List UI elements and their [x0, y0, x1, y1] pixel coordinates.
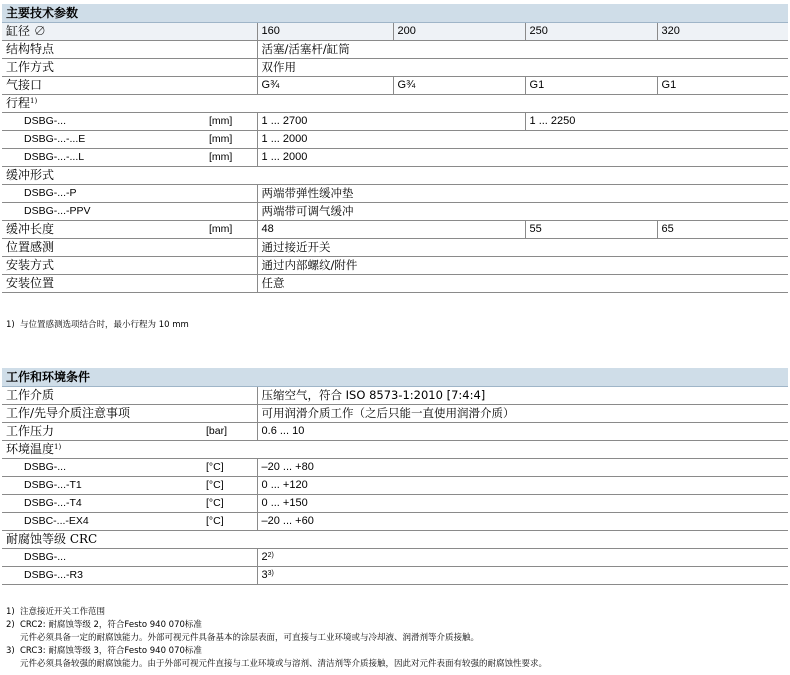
unit: [mm] — [209, 151, 233, 163]
footnote-text: 注意接近开关工作范围 — [20, 607, 106, 617]
footnote-ref: 2) — [267, 552, 274, 559]
stroke-label: 行程 — [6, 96, 31, 110]
row-value: 压缩空气，符合 ISO 8573-1:2010 [7:4:4] — [257, 387, 788, 405]
row-value — [257, 567, 788, 585]
row-value: 1 ... 2000 — [257, 149, 788, 167]
table-row — [2, 275, 788, 293]
footnote-ref: 1) — [54, 443, 62, 451]
variant-label: DSBC-...-EX4 — [24, 515, 89, 527]
variant-label: DSBG-...-T4 — [24, 497, 82, 509]
row-label: 气接口 — [6, 78, 43, 92]
table-row — [2, 423, 788, 441]
table-row — [2, 257, 788, 275]
table-row — [2, 185, 788, 203]
variant-label: DSBG-...-...E — [24, 133, 86, 145]
table-header-row — [2, 23, 788, 41]
table-row — [2, 387, 788, 405]
unit: [mm] — [209, 223, 233, 235]
technical-data-table — [2, 23, 788, 293]
table-row — [2, 77, 788, 95]
bore-160: 160 — [257, 23, 393, 41]
table-row — [2, 149, 788, 167]
unit: [bar] — [206, 425, 228, 437]
row-value: 通过接近开关 — [257, 239, 788, 257]
table-row — [2, 239, 788, 257]
table-row — [2, 477, 788, 495]
table-row — [2, 513, 788, 531]
port-160: G¾ — [257, 77, 393, 95]
row-value: 0 ... +150 — [257, 495, 788, 513]
footnote-text: CRC3: 耐腐蚀等级 3，符合Festo 940 070标准 — [20, 646, 202, 656]
row-label: 缓冲形式 — [6, 168, 55, 182]
row-value: 1 ... 2000 — [257, 131, 788, 149]
row-value: 任意 — [257, 275, 788, 293]
bore-200: 200 — [393, 23, 525, 41]
row-value: 通过内部螺纹/附件 — [257, 257, 788, 275]
row-value: 1 ... 2700 — [257, 113, 525, 131]
port-200: G¾ — [393, 77, 525, 95]
unit: [mm] — [209, 133, 233, 145]
row-value: 两端带弹性缓冲垫 — [257, 185, 788, 203]
row-label: 结构特点 — [6, 42, 55, 56]
row-value: 活塞/活塞杆/缸筒 — [257, 41, 788, 59]
footnote-continuation — [6, 632, 479, 644]
row-value: 可用润滑介质工作（之后只能一直使用润滑介质） — [257, 405, 788, 423]
row-value: 1 ... 2250 — [525, 113, 788, 131]
table-row — [2, 531, 788, 549]
bore-320: 320 — [657, 23, 788, 41]
variant-label: DSBG-... — [24, 551, 67, 563]
footnote-ref: 3) — [267, 570, 274, 577]
footnote-number: 2) — [6, 620, 15, 630]
footnote-text: 元件必须具备较强的耐腐蚀能力。由于外部可视元件直接与工业环境或与溶剂、清洁剂等介质接触，因此对元件表面有较强的耐腐蚀性要求。 — [20, 659, 548, 669]
row-value: 55 — [525, 221, 657, 239]
row-value: 双作用 — [257, 59, 788, 77]
footnote — [6, 606, 105, 618]
variant-label: DSBG-...-PPV — [24, 205, 91, 217]
bore-250: 250 — [525, 23, 657, 41]
row-label: 工作/先导介质注意事项 — [6, 406, 131, 420]
footnote-continuation — [6, 658, 547, 670]
row-label: 工作介质 — [6, 388, 55, 402]
footnote-number: 1) — [6, 320, 15, 330]
unit: [mm] — [209, 115, 233, 127]
row-label — [2, 441, 788, 459]
row-value — [257, 549, 788, 567]
row-value: 两端带可调气缓冲 — [257, 203, 788, 221]
crc-value: 2 — [261, 551, 268, 563]
row-label: 安装位置 — [6, 276, 55, 290]
table-row — [2, 59, 788, 77]
row-label — [2, 95, 788, 113]
unit: [°C] — [206, 515, 224, 527]
row-label: 工作压力 — [6, 424, 55, 438]
crc-value: 3 — [261, 569, 268, 581]
table-row — [2, 405, 788, 423]
section-title-technical-data: 主要技术参数 — [2, 4, 788, 23]
operating-conditions-table — [2, 387, 788, 585]
unit: [°C] — [206, 479, 224, 491]
table-row — [2, 113, 788, 131]
variant-label: DSBG-...-T1 — [24, 479, 82, 491]
row-label: 安装方式 — [6, 258, 55, 272]
table-row — [2, 41, 788, 59]
row-label: 位置感测 — [6, 240, 55, 254]
table-row — [2, 441, 788, 459]
footnote-text: 元件必须具备一定的耐腐蚀能力。外部可视元件具备基本的涂层表面，可直接与工业环境或与冷却液、润滑剂等介质接触。 — [20, 633, 480, 643]
table-row — [2, 95, 788, 113]
footnote-number: 1) — [6, 607, 15, 617]
table-row — [2, 167, 788, 185]
footnote — [6, 619, 202, 631]
table-row — [2, 567, 788, 585]
unit: [°C] — [206, 461, 224, 473]
row-value: –20 ... +80 — [257, 459, 788, 477]
section-title-operating-conditions: 工作和环境条件 — [2, 368, 788, 387]
footnote — [6, 645, 202, 657]
variant-label: DSBG-...-R3 — [24, 569, 83, 581]
table-row — [2, 203, 788, 221]
unit: [°C] — [206, 497, 224, 509]
port-250: G1 — [525, 77, 657, 95]
table-row — [2, 495, 788, 513]
table-row — [2, 549, 788, 567]
row-label: 缓冲长度 — [6, 222, 55, 236]
footnote — [6, 319, 189, 331]
footnote-number: 3) — [6, 646, 15, 656]
variant-label: DSBG-...-...L — [24, 151, 85, 163]
footnote-text: 与位置感测选项结合时，最小行程为 10 mm — [20, 320, 189, 330]
variant-label: DSBG-... — [24, 115, 67, 127]
bore-label: 缸径 ∅ — [6, 24, 46, 38]
temp-label: 环境温度 — [6, 442, 55, 456]
port-320: G1 — [657, 77, 788, 95]
row-value: 0 ... +120 — [257, 477, 788, 495]
variant-label: DSBG-... — [24, 461, 67, 473]
row-value: 0.6 ... 10 — [257, 423, 788, 441]
row-value: 65 — [657, 221, 788, 239]
table-row — [2, 459, 788, 477]
footnote-text: CRC2: 耐腐蚀等级 2，符合Festo 940 070标准 — [20, 620, 202, 630]
variant-label: DSBG-...-P — [24, 187, 77, 199]
table-row — [2, 221, 788, 239]
row-value: –20 ... +60 — [257, 513, 788, 531]
row-value: 48 — [257, 221, 525, 239]
row-label: 耐腐蚀等级 CRC — [6, 532, 98, 546]
footnote-ref: 1) — [30, 97, 38, 105]
table-row — [2, 131, 788, 149]
row-label: 工作方式 — [6, 60, 55, 74]
